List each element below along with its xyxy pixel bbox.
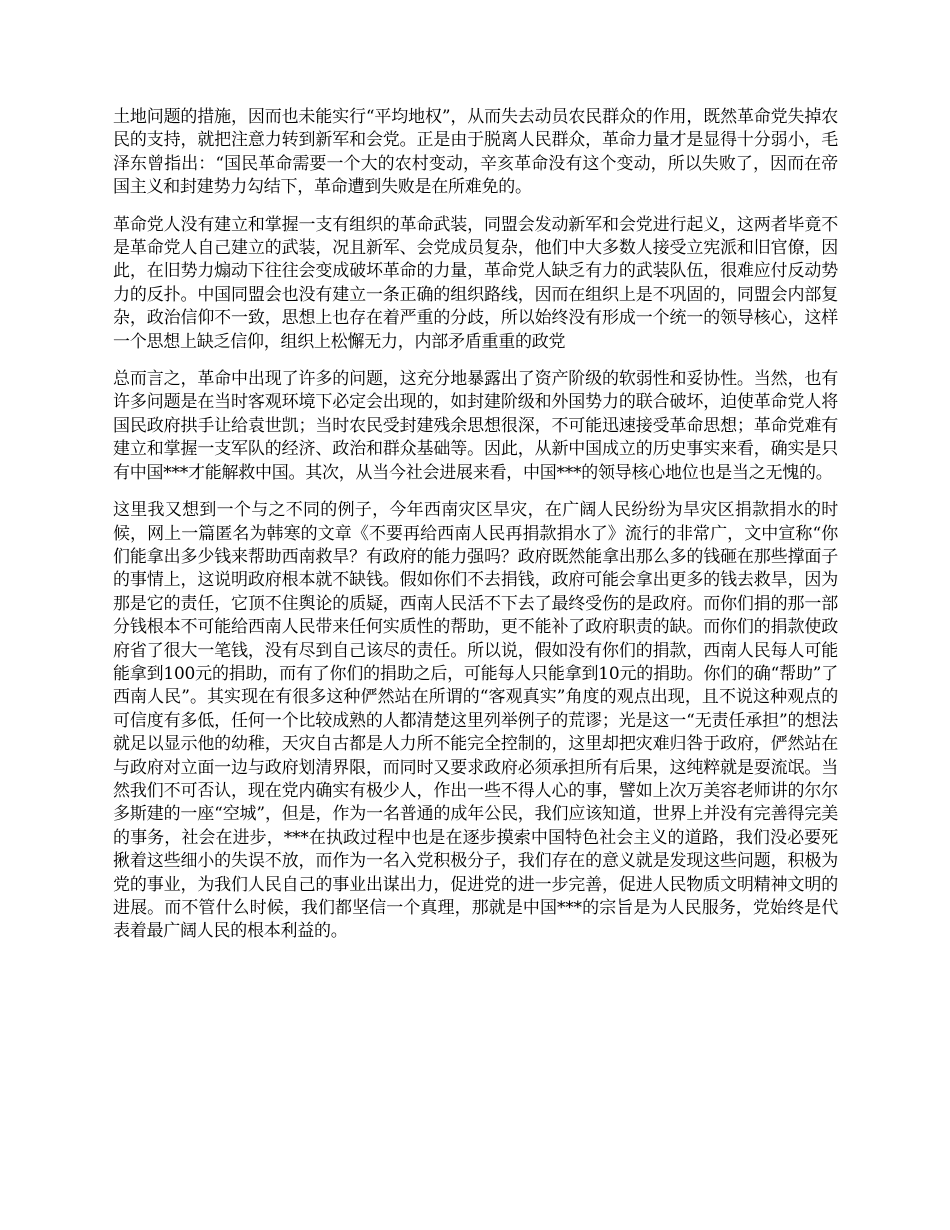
document-body: [113, 106, 838, 958]
paragraph-4: 这里我又想到一个与之不同的例子，今年西南灾区旱灾，在广阔人民纷纷为旱灾区捐款捐水的时候，网上一篇匿名为韩寒的文章《不要再给西南人民再捐款捐水了》流行的非常广，文中宣称“你们能拿出多少钱来帮助西南救旱？有政府的能力强吗？政府既然能拿出那么多的钱砸在那些撑面子的事情上，这说明政府根本就不缺钱。假如你们不去捐钱，政府可能会拿出更多的钱去救旱，因为那是它的责任，它顶不住舆论的质疑，西南人民活不下去了最终受伤的是政府。而你们捐的那一部分钱根本不可能给西南人民带来任何实质性的帮助，更不能补了政府职责的缺。而你们的捐款使政府省了很大一笔钱，没有尽到自己该尽的责任。所以说，假如没有你们的捐款，西南人民每人可能能拿到100元的捐助，而有了你们的捐助之后，可能每人只能拿到10元的捐助。你们的确“帮助”了西南人民”。其实现在有很多这种俨然站在所谓的“客观真实”角度的观点出现，且不说这种观点的可信度有多低，任何一个比较成熟的人都清楚这里列举例子的荒谬；光是这一“无责任承担”的想法就足以显示他的幼稚，天灾自古都是人力所不能完全控制的，这里却把灾难归咎于政府，俨然站在与政府对立面一边与政府划清界限，而同时又要求政府必须承担所有后果，这纯粹就是耍流氓。当然我们不可否认，现在党内确实有极少人，作出一些不得人心的事，譬如上次万美容老师讲的尔尔多斯建的一座“空城”，但是，作为一名普通的成年公民，我们应该知道，世界上并没有完善得完美的事务，社会在进步，***在执政过程中也是在逐步摸索中国特色社会主义的道路，我们没必要死揪着这些细小的失误不放，而作为一名入党积极分子，我们存在的意义就是发现这些问题，积极为党的事业，为我们人民自己的事业出谋出力，促进党的进一步完善，促进人民物质文明精神文明的进展。而不管什么时候，我们都坚信一个真理，那就是中国***的宗旨是为人民服务，党始终是代表着最广阔人民的根本利益的。: [113, 500, 838, 942]
paragraph-3: 总而言之，革命中出现了许多的问题，这充分地暴露出了资产阶级的软弱性和妥协性。当然，也有许多问题是在当时客观环境下必定会出现的，如封建阶级和外国势力的联合破坏，迫使革命党人将国民政府拱手让给袁世凯；当时农民受封建残余思想很深，不可能迅速接受革命思想；革命党难有建立和掌握一支军队的经济、政治和群众基础等。因此，从新中国成立的历史事实来看，确实是只有中国***才能解救中国。其次，从当今社会进展来看，中国***的领导核心地位也是当之无愧的。: [113, 369, 838, 483]
paragraph-1: 土地问题的措施，因而也未能实行“平均地权”，从而失去动员农民群众的作用，既然革命党失掉农民的支持，就把注意力转到新军和会党。正是由于脱离人民群众，革命力量才是显得十分弱小，毛泽东曾指出：“国民革命需要一个大的农村变动，辛亥革命没有这个变动，所以失败了，因而在帝国主义和封建势力勾结下，革命遭到失败是在所难免的。: [113, 107, 838, 198]
paragraph-2: 革命党人没有建立和掌握一支有组织的革命武装，同盟会发动新军和会党进行起义，这两者毕竟不是革命党人自己建立的武装，况且新军、会党成员复杂，他们中大多数人接受立宪派和旧官僚，因此，在旧势力煽动下往往会变成破坏革命的力量，革命党人缺乏有力的武装队伍，很难应付反动势力的反扑。中国同盟会也没有建立一条正确的组织路线，因而在组织上是不巩固的，同盟会内部复杂，政治信仰不一致，思想上也存在着严重的分歧，所以始终没有形成一个统一的领导核心，这样一个思想上缺乏信仰，组织上松懈无力，内部矛盾重重的政党: [113, 214, 838, 352]
